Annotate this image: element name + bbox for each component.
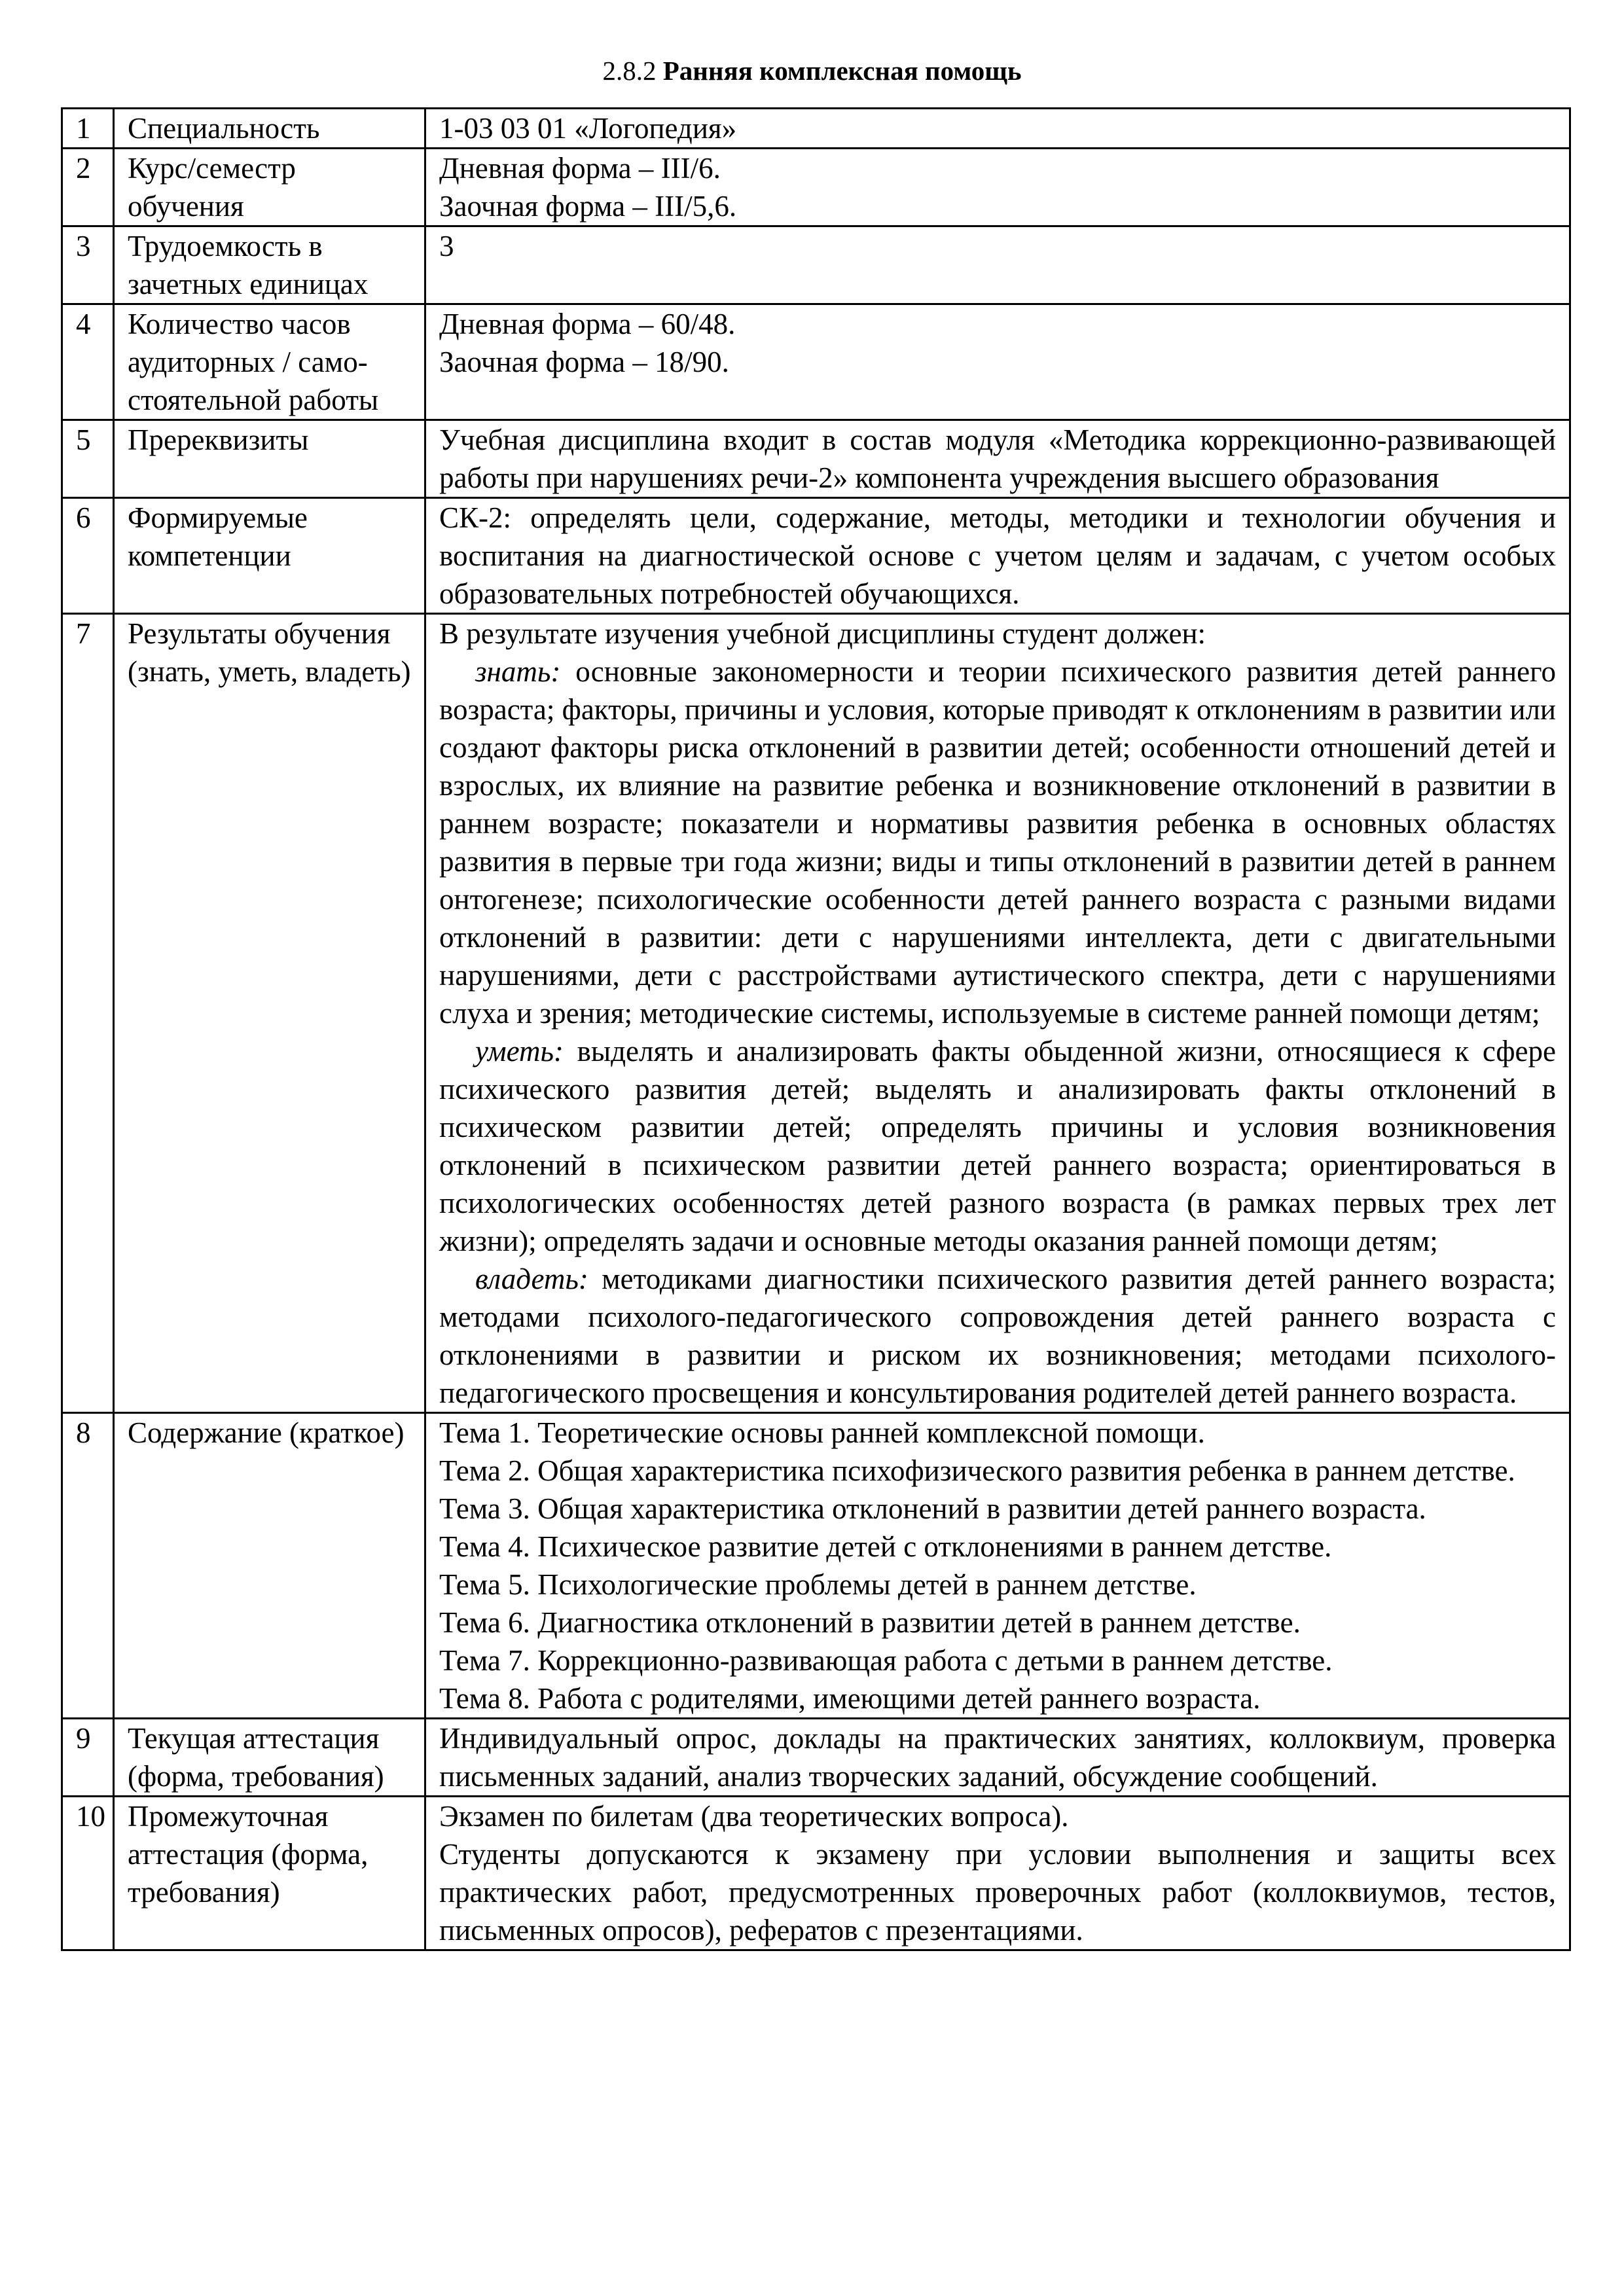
row-number: 9 bbox=[62, 1719, 114, 1797]
value-line: Студенты допускаются к экзамену при условии выполнения и защиты всех практических работ, предусмотренных проверочных работ (коллоквиумов, тестов, письменных опросов), рефератов с презентациями. bbox=[439, 1838, 1556, 1946]
row-label: Промежуточная аттестация (форма, требования) bbox=[114, 1797, 425, 1950]
topic-line: Тема 6. Диагностика отклонений в развитии детей в раннем детстве. bbox=[439, 1606, 1301, 1639]
row-value bbox=[425, 304, 1570, 420]
table-row bbox=[62, 304, 1570, 420]
value-line: 1-03 03 01 «Логопедия» bbox=[439, 112, 737, 145]
value-line: Дневная форма – 60/48. bbox=[439, 308, 736, 340]
row-label: Формируемые компетенции bbox=[114, 498, 425, 614]
row-label: Специальность bbox=[114, 109, 425, 149]
row-value bbox=[425, 1413, 1570, 1719]
row-value bbox=[425, 498, 1570, 614]
row-value bbox=[425, 420, 1570, 498]
row-number: 3 bbox=[62, 226, 114, 304]
row-label: Текущая аттестация (форма, требования) bbox=[114, 1719, 425, 1797]
value-line: СК-2: определять цели, содержание, методы, методики и технологии обучения и воспитания на диагностической основе с учетом целям и задачам, с учетом особых образовательных потребностей обучающихся. bbox=[439, 501, 1556, 610]
row-number: 10 bbox=[62, 1797, 114, 1950]
value-line: Экзамен по билетам (два теоретических вопроса). bbox=[439, 1800, 1069, 1833]
results-know bbox=[439, 653, 1556, 1032]
row-value bbox=[425, 226, 1570, 304]
table-row bbox=[62, 149, 1570, 226]
table-row bbox=[62, 498, 1570, 614]
table-row bbox=[62, 614, 1570, 1413]
topic-line: Тема 8. Работа с родителями, имеющими детей раннего возраста. bbox=[439, 1682, 1261, 1715]
results-intro: В результате изучения учебной дисциплины студент должен: bbox=[439, 617, 1206, 650]
row-number: 6 bbox=[62, 498, 114, 614]
table-row bbox=[62, 1719, 1570, 1797]
row-label: Количество часов аудиторных / само-стоятельной работы bbox=[114, 304, 425, 420]
know-text: основные закономерности и теории психического развития детей раннего возраста; факторы, причины и условия, которые приводят к отклонениям в развитии или создают факторы риска отклонений в развитии детей; особенности отношений детей и взрослых, их влияние на развитие ребенка и возникновение отклонений в развитии в раннем возрасте; показатели и нормативы развития ребенка в основных областях развития в первые три года жизни; виды и типы отклонений в развитии детей в раннем онтогенезе; психологические особенности детей раннего возраста с разными видами отклонений в развитии: дети с нарушениями интеллекта, дети с двигательными нарушениями, дети с расстройствами аутистического спектра, дети с нарушениями слуха и зрения; методические системы, используемые в системе ранней помощи детям; bbox=[439, 655, 1556, 1030]
table-row bbox=[62, 109, 1570, 149]
row-label: Результаты обучения (знать, уметь, владеть) bbox=[114, 614, 425, 1413]
value-line: Заочная форма – 18/90. bbox=[439, 346, 729, 378]
results-own bbox=[439, 1260, 1556, 1412]
know-term: знать: bbox=[475, 655, 561, 688]
topic-line: Тема 2. Общая характеристика психофизического развития ребенка в раннем детстве. bbox=[439, 1454, 1515, 1487]
can-text: выделять и анализировать факты обыденной жизни, относящиеся к сфере психического развития детей; выделять и анализировать факты отклонений в психическом развитии детей; определять причины и условия возникновения отклонений в психическом развитии детей раннего возраста; ориентироваться в психологических особенностях детей разного возраста (в рамках первых трех лет жизни); определять задачи и основные методы оказания ранней помощи детям; bbox=[439, 1035, 1557, 1257]
section-title: Ранняя комплексная помощь bbox=[662, 56, 1022, 86]
row-label: Содержание (краткое) bbox=[114, 1413, 425, 1719]
topic-line: Тема 4. Психическое развитие детей с отклонениями в раннем детстве. bbox=[439, 1530, 1332, 1563]
table-row bbox=[62, 1797, 1570, 1950]
row-value bbox=[425, 614, 1570, 1413]
table-row bbox=[62, 226, 1570, 304]
row-label: Трудоемкость в зачетных единицах bbox=[114, 226, 425, 304]
results-can bbox=[439, 1032, 1556, 1260]
discipline-table bbox=[61, 107, 1571, 1951]
row-number: 1 bbox=[62, 109, 114, 149]
row-number: 5 bbox=[62, 420, 114, 498]
value-line: Дневная форма – III/6. bbox=[439, 152, 721, 185]
value-line: Индивидуальный опрос, доклады на практических занятиях, коллоквиум, проверка письменных заданий, анализ творческих заданий, обсуждение сообщений. bbox=[439, 1722, 1556, 1793]
row-number: 8 bbox=[62, 1413, 114, 1719]
row-value bbox=[425, 109, 1570, 149]
topic-line: Тема 1. Теоретические основы ранней комплексной помощи. bbox=[439, 1416, 1205, 1449]
row-value bbox=[425, 149, 1570, 226]
row-label: Пререквизиты bbox=[114, 420, 425, 498]
table-row bbox=[62, 1413, 1570, 1719]
row-number: 2 bbox=[62, 149, 114, 226]
table-row bbox=[62, 420, 1570, 498]
own-term: владеть: bbox=[475, 1263, 588, 1295]
topic-line: Тема 5. Психологические проблемы детей в раннем детстве. bbox=[439, 1568, 1197, 1601]
row-number: 4 bbox=[62, 304, 114, 420]
value-line: 3 bbox=[439, 230, 454, 262]
can-term: уметь: bbox=[475, 1035, 564, 1067]
value-line: Учебная дисциплина входит в состав модуля «Методика коррекционно-развивающей работы при нарушениях речи-2» компонента учреждения высшего образования bbox=[439, 423, 1556, 494]
topic-line: Тема 7. Коррекционно-развивающая работа с детьми в раннем детстве. bbox=[439, 1644, 1333, 1677]
topic-line: Тема 3. Общая характеристика отклонений в развитии детей раннего возраста. bbox=[439, 1492, 1426, 1525]
row-value bbox=[425, 1797, 1570, 1950]
row-number: 7 bbox=[62, 614, 114, 1413]
value-line: Заочная форма – III/5,6. bbox=[439, 190, 737, 223]
section-heading bbox=[0, 54, 1624, 88]
row-value bbox=[425, 1719, 1570, 1797]
section-number: 2.8.2 bbox=[602, 56, 657, 86]
row-label: Курс/семестр обучения bbox=[114, 149, 425, 226]
own-text: методиками диагностики психического развития детей раннего возраста; методами психолого-педагогического сопровождения детей раннего возраста с отклонениями в развитии и риском их возникновения; методами психолого-педагогического просвещения и консультирования родителей детей раннего возраста. bbox=[439, 1263, 1557, 1409]
